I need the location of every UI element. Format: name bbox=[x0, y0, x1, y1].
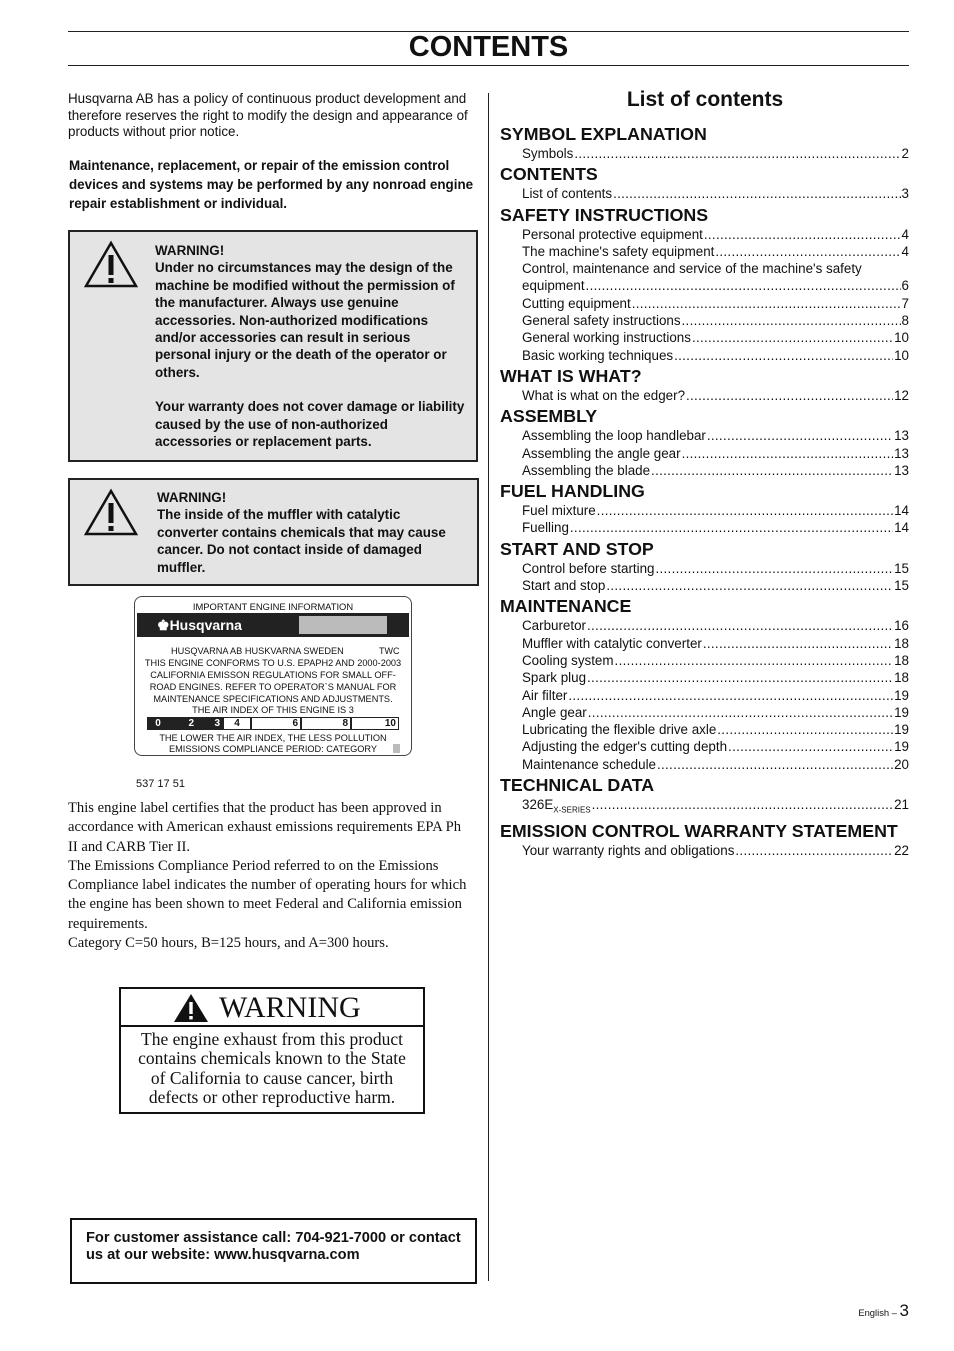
toc-entry bbox=[500, 185, 909, 202]
toc-entry-name bbox=[522, 462, 650, 479]
toc-page-number: 13 bbox=[894, 462, 909, 478]
part-number: 537 17 51 bbox=[136, 778, 185, 790]
toc-entry-name bbox=[522, 669, 586, 686]
toc-entry-name bbox=[522, 704, 587, 721]
toc-page-number: 14 bbox=[894, 503, 909, 519]
toc-entry-name bbox=[522, 519, 569, 536]
husqvarna-logo: ♚Husqvarna bbox=[157, 617, 242, 633]
toc-leader-dots bbox=[587, 669, 893, 686]
toc-entry-label: Fuel mixture bbox=[522, 503, 596, 519]
toc-entry bbox=[500, 387, 909, 404]
toc-page-number: 8 bbox=[901, 313, 909, 329]
toc-page-number: 19 bbox=[894, 704, 909, 720]
footer-language: English – bbox=[858, 1307, 897, 1318]
toc-leader-dots bbox=[615, 652, 894, 669]
toc-entry-label: Control before starting bbox=[522, 560, 655, 576]
toc-entry-name bbox=[522, 577, 605, 594]
toc-entry-label: equipment bbox=[522, 278, 585, 294]
air-index-cell: 6 bbox=[251, 717, 301, 730]
toc-entry-label: General safety instructions bbox=[522, 313, 681, 329]
toc-page-number: 19 bbox=[894, 722, 909, 738]
toc-entry-name bbox=[522, 277, 585, 294]
toc-entry bbox=[500, 329, 909, 346]
warning-sign-header bbox=[121, 989, 423, 1027]
toc-leader-dots bbox=[574, 145, 900, 162]
toc-leader-dots bbox=[674, 347, 893, 364]
toc-page-number: 6 bbox=[901, 278, 909, 294]
toc-page-number: 20 bbox=[894, 756, 909, 772]
toc-entry-label: Symbols bbox=[522, 146, 574, 161]
toc-entry-name bbox=[522, 502, 596, 519]
air-index-cell: 0 bbox=[147, 717, 169, 730]
toc-leader-dots bbox=[703, 635, 893, 652]
toc-entry-name bbox=[522, 445, 681, 462]
toc-section-title: WHAT IS WHAT? bbox=[500, 365, 642, 386]
toc-section-title: MAINTENANCE bbox=[500, 596, 632, 617]
toc-entry bbox=[500, 519, 909, 536]
toc-leader-dots bbox=[682, 312, 901, 329]
toc-entry-label: Maintenance schedule bbox=[522, 756, 656, 772]
warning-title: WARNING! bbox=[157, 490, 227, 505]
label-line: THE AIR INDEX OF THIS ENGINE IS 3 bbox=[192, 705, 354, 715]
air-index-cell: 8 bbox=[301, 717, 351, 730]
toc-entry bbox=[500, 617, 909, 634]
air-index-cell: 3 bbox=[197, 717, 223, 730]
toc-entry bbox=[500, 445, 909, 462]
toc-entry-label: Assembling the angle gear bbox=[522, 445, 681, 461]
toc-page-number: 21 bbox=[894, 797, 909, 813]
toc-section-title: EMISSION CONTROL WARRANTY STATEMENT bbox=[500, 820, 898, 841]
toc-leader-dots bbox=[570, 519, 893, 536]
toc-page-number: 13 bbox=[894, 428, 909, 444]
toc-page-number: 19 bbox=[894, 687, 909, 703]
warning-body: The inside of the muffler with catalytic converter contains chemicals that may cause cancer. Do not contact inside of damaged muffler. bbox=[157, 507, 446, 575]
toc-entry-name bbox=[522, 145, 573, 162]
toc-section-title: CONTENTS bbox=[500, 164, 598, 185]
toc-entry bbox=[500, 145, 909, 162]
toc-leader-dots bbox=[613, 185, 900, 202]
toc-page-number: 2 bbox=[901, 146, 909, 161]
toc-leader-dots bbox=[735, 842, 893, 859]
toc-entry bbox=[500, 243, 909, 260]
muffler-warning-box bbox=[68, 478, 479, 586]
label-header: IMPORTANT ENGINE INFORMATION bbox=[192, 601, 354, 612]
toc-section-title: SAFETY INSTRUCTIONS bbox=[500, 204, 709, 225]
toc-entry-label: List of contents bbox=[522, 186, 613, 202]
paragraph: Category C=50 hours, B=125 hours, and A=300 hours. bbox=[68, 935, 389, 952]
label-company: HUSQVARNA AB HUSKVARNA SWEDEN bbox=[171, 646, 344, 656]
label-line: THIS ENGINE CONFORMS TO U.S. EPAPH2 AND 2000-2003 bbox=[144, 658, 402, 668]
toc-leader-dots bbox=[728, 738, 893, 755]
toc-entry-subscript: X-SERIES bbox=[553, 805, 591, 815]
toc-entry-label: Basic working techniques bbox=[522, 347, 674, 363]
modification-warning-text bbox=[155, 242, 465, 450]
warning-triangle-icon bbox=[84, 240, 138, 288]
toc-leader-dots bbox=[651, 462, 893, 479]
toc-entry-name bbox=[522, 842, 734, 859]
toc-leader-dots bbox=[715, 243, 900, 260]
toc-entry-label: Angle gear bbox=[522, 704, 587, 720]
page-footer bbox=[858, 1301, 909, 1321]
paragraph: The Emissions Compliance Period referred to on the Emissions Compliance label indicates the number of operating hours for which the engine has been shown to meet Federal and California emission requirements. bbox=[68, 857, 467, 932]
toc-leader-dots bbox=[592, 796, 893, 813]
toc-entry-name bbox=[522, 387, 685, 404]
toc-page-number: 15 bbox=[894, 578, 909, 594]
title-bottom-rule bbox=[68, 65, 909, 66]
toc-entry-label: Assembling the loop handlebar bbox=[522, 428, 706, 444]
table-of-contents bbox=[500, 122, 909, 859]
toc-entry-label: Spark plug bbox=[522, 670, 587, 686]
column-divider bbox=[488, 93, 489, 1281]
toc-entry-label: Assembling the blade bbox=[522, 462, 651, 478]
label-footer: EMISSIONS COMPLIANCE PERIOD: CATEGORY bbox=[169, 744, 377, 754]
warning-title: WARNING! bbox=[155, 243, 225, 258]
toc-entry-name bbox=[522, 796, 591, 819]
toc-entry bbox=[500, 427, 909, 444]
toc-page-number: 4 bbox=[901, 226, 909, 242]
toc-entry-name bbox=[522, 756, 656, 773]
toc-entry bbox=[500, 347, 909, 364]
toc-entry-label: Carburetor bbox=[522, 618, 587, 634]
toc-page-number: 10 bbox=[894, 330, 909, 346]
toc-leader-dots bbox=[587, 617, 893, 634]
warning-body: Under no circumstances may the design of the machine be modified without the permission of the manufacturer. Always use genuine accessories. Non-authorized modifications and/or accessories can result in serious personal injury or the death of the operator or others. bbox=[155, 260, 455, 380]
page-title: CONTENTS bbox=[408, 31, 569, 63]
toc-entry bbox=[500, 462, 909, 479]
label-line: MAINTENANCE SPECIFICATIONS AND ADJUSTMENTS. bbox=[153, 694, 393, 704]
toc-section-title: START AND STOP bbox=[500, 538, 654, 559]
toc-leader-dots bbox=[692, 329, 893, 346]
muffler-warning-text bbox=[157, 489, 462, 576]
toc-entry bbox=[500, 756, 909, 773]
label-gray-field bbox=[299, 616, 387, 634]
toc-section-title: FUEL HANDLING bbox=[500, 481, 645, 502]
toc-page-number: 18 bbox=[894, 635, 909, 651]
label-twc: TWC bbox=[379, 646, 400, 656]
toc-entry-label: 326E bbox=[522, 797, 554, 813]
toc-entry-label: Fuelling bbox=[522, 520, 569, 536]
air-index-cell: 4 bbox=[223, 717, 251, 730]
toc-leader-dots bbox=[656, 560, 894, 577]
toc-entry-name bbox=[522, 560, 655, 577]
toc-page-number: 4 bbox=[901, 243, 909, 259]
toc-entry-label: Start and stop bbox=[522, 578, 606, 594]
label-line: CALIFORNIA EMISSON REGULATIONS FOR SMALL OFF- bbox=[150, 670, 396, 680]
toc-page-number: 19 bbox=[894, 739, 909, 755]
toc-entry bbox=[500, 796, 909, 819]
intro-text: Husqvarna AB has a policy of continuous product development and therefore reserves the right to modify the design and appearance of products without prior notice. bbox=[68, 91, 468, 139]
customer-assistance-box: For customer assistance call: 704-921-7000 or contact us at our website: www.husqvarna.com bbox=[70, 1218, 477, 1284]
toc-leader-dots bbox=[682, 445, 894, 462]
toc-entry-label: Cooling system bbox=[522, 652, 614, 668]
toc-entry bbox=[500, 738, 909, 755]
toc-entry-name bbox=[522, 329, 691, 346]
air-index-cell: 2 bbox=[169, 717, 197, 730]
toc-page-number: 22 bbox=[894, 842, 909, 858]
air-index-scale bbox=[147, 717, 399, 730]
warning-triangle-icon bbox=[173, 993, 209, 1023]
toc-leader-dots bbox=[606, 577, 893, 594]
toc-entry bbox=[500, 502, 909, 519]
toc-entry bbox=[500, 295, 909, 312]
toc-entry bbox=[500, 312, 909, 329]
toc-entry-label: Adjusting the edger's cutting depth bbox=[522, 739, 728, 755]
toc-entry-name bbox=[522, 226, 703, 243]
toc-title: List of contents bbox=[626, 88, 784, 111]
toc-entry bbox=[500, 721, 909, 738]
toc-entry bbox=[500, 704, 909, 721]
warranty-note: Your warranty does not cover damage or liability caused by the use of non-authorized accessories or replacement parts. bbox=[155, 399, 465, 450]
toc-leader-dots bbox=[597, 502, 893, 519]
toc-section-title: TECHNICAL DATA bbox=[500, 775, 655, 796]
toc-entry-label: The machine's safety equipment bbox=[522, 243, 715, 259]
toc-entry bbox=[500, 577, 909, 594]
toc-page-number: 18 bbox=[894, 652, 909, 668]
engine-label-description bbox=[68, 799, 474, 953]
label-line: ROAD ENGINES. REFER TO OPERATOR`S MANUAL FOR bbox=[149, 682, 397, 692]
toc-leader-dots bbox=[632, 295, 901, 312]
toc-entry bbox=[500, 277, 909, 294]
toc-entry-name bbox=[522, 295, 631, 312]
toc-leader-dots bbox=[717, 721, 893, 738]
toc-leader-dots bbox=[707, 427, 893, 444]
warning-sign-word: WARNING bbox=[219, 991, 361, 1024]
modification-warning-box bbox=[68, 230, 478, 462]
toc-entry-name bbox=[522, 617, 586, 634]
toc-leader-dots bbox=[686, 387, 893, 404]
category-box bbox=[393, 744, 400, 753]
toc-entry bbox=[500, 842, 909, 859]
toc-entry-name bbox=[522, 261, 862, 276]
toc-page-number: 18 bbox=[894, 670, 909, 686]
toc-entry-name bbox=[522, 427, 706, 444]
label-brand-bar bbox=[137, 613, 409, 637]
toc-section-title: SYMBOL EXPLANATION bbox=[500, 124, 707, 144]
toc-entry-name bbox=[522, 721, 716, 738]
toc-entry-name bbox=[522, 738, 727, 755]
toc-entry-name bbox=[522, 185, 612, 202]
toc-entry-label: Control, maintenance and service of the machine's safety bbox=[522, 261, 862, 277]
toc-entry-name bbox=[522, 312, 681, 329]
toc-leader-dots bbox=[568, 687, 893, 704]
engine-information-label bbox=[134, 596, 412, 756]
toc-page-number: 10 bbox=[894, 347, 909, 363]
toc-entry-label: Lubricating the flexible drive axle bbox=[522, 722, 717, 738]
paragraph: This engine label certifies that the product has been approved in accordance with American exhaust emissions requirements EPA Ph II and CARB Tier II. bbox=[68, 800, 461, 855]
toc-page-number: 16 bbox=[894, 618, 909, 634]
toc-leader-dots bbox=[586, 277, 901, 294]
toc-leader-dots bbox=[588, 704, 893, 721]
toc-entry-label: Your warranty rights and obligations bbox=[522, 842, 735, 858]
warning-triangle-icon bbox=[84, 488, 138, 536]
toc-entry-label: Personal protective equipment bbox=[522, 226, 703, 242]
toc-entry bbox=[500, 635, 909, 652]
toc-page-number: 12 bbox=[894, 387, 909, 403]
toc-leader-dots bbox=[704, 226, 901, 243]
toc-entry-name bbox=[522, 652, 614, 669]
toc-entry bbox=[500, 652, 909, 669]
emission-maintenance-note: Maintenance, replacement, or repair of the emission control devices and systems may be performed by any nonroad engine repair establishment or individual. bbox=[69, 158, 474, 211]
toc-entry bbox=[500, 226, 909, 243]
toc-entry-name bbox=[522, 243, 714, 260]
toc-page-number: 13 bbox=[894, 445, 909, 461]
label-footer: THE LOWER THE AIR INDEX, THE LESS POLLUTION bbox=[159, 733, 387, 743]
toc-leader-dots bbox=[657, 756, 893, 773]
toc-entry bbox=[500, 260, 909, 277]
toc-entry-name bbox=[522, 687, 567, 704]
toc-entry-label: What is what on the edger? bbox=[522, 387, 686, 403]
toc-section-title: ASSEMBLY bbox=[500, 406, 598, 427]
toc-page-number: 14 bbox=[894, 520, 909, 536]
toc-entry bbox=[500, 560, 909, 577]
page-number: 3 bbox=[899, 1301, 909, 1320]
toc-entry-label: Cutting equipment bbox=[522, 295, 631, 311]
toc-entry-name bbox=[522, 635, 702, 652]
toc-entry-label: Air filter bbox=[522, 687, 568, 703]
toc-entry bbox=[500, 669, 909, 686]
toc-page-number: 3 bbox=[901, 186, 909, 202]
toc-page-number: 7 bbox=[901, 295, 909, 311]
toc-entry bbox=[500, 687, 909, 704]
toc-entry-label: General working instructions bbox=[522, 330, 691, 346]
california-warning-sign bbox=[119, 987, 425, 1114]
warning-sign-text: The engine exhaust from this product contains chemicals known to the State of California to cause cancer, birth defects or other reproductive harm. bbox=[138, 1029, 406, 1107]
toc-entry-name bbox=[522, 347, 673, 364]
toc-page-number: 15 bbox=[894, 560, 909, 576]
air-index-cell: 10 bbox=[351, 717, 399, 730]
toc-entry-label: Muffler with catalytic converter bbox=[522, 635, 702, 651]
